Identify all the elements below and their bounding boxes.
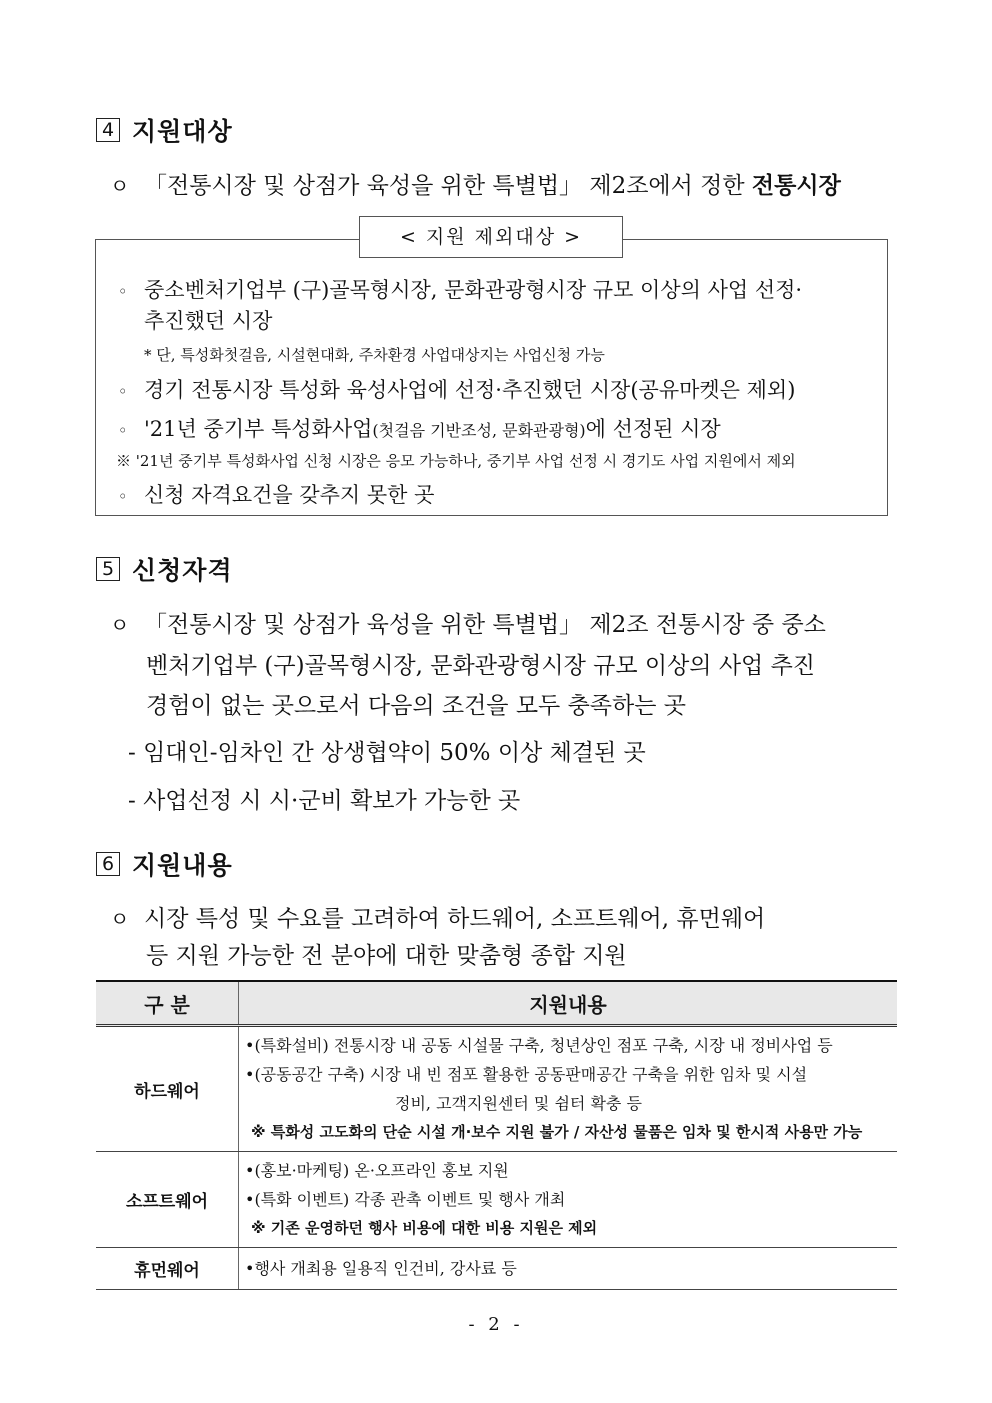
section-4-title: 지원대상: [132, 117, 233, 146]
table-row: [96, 1026, 897, 1152]
row-label-hardware: 하드웨어: [96, 1026, 239, 1152]
section-5-number: 5: [96, 557, 120, 581]
small-circle-marker: ◦: [118, 421, 128, 440]
exclusion-reference-note: ※ '21년 중기부 특성화사업 신청 시장은 응모 가능하나, 중기부 사업 선정 시 경기도 사업 지원에서 제외: [116, 452, 796, 470]
circle-bullet: ㅇ: [110, 613, 130, 637]
software-note: ※ 기존 운영하던 행사 비용에 대한 비용 지원은 제외: [251, 1219, 598, 1237]
eligibility-line-3: 경험이 없는 곳으로서 다음의 조건을 모두 충족하는 곳: [146, 693, 686, 719]
hardware-item-2-cont: 정비, 고객지원센터 및 쉼터 확충 등: [395, 1094, 642, 1113]
humanware-item-1: •행사 개최용 일용직 인건비, 강사료 등: [245, 1259, 517, 1278]
eligibility-text-1: 「전통시장 및 상점가 육성을 위한 특별법」 제2조 전통시장 중 중소: [144, 612, 826, 638]
section-4-number: 4: [96, 118, 120, 142]
target-emphasis: 전통시장: [751, 172, 841, 199]
table-row: [96, 1152, 897, 1248]
circle-bullet: ㅇ: [110, 907, 130, 931]
header-category: 구 분: [96, 981, 239, 1026]
exclusion-item-4: [118, 479, 434, 509]
exclusion-item-1-text: 중소벤처기업부 (구)골목형시장, 문화관광형시장 규모 이상의 사업 선정·: [144, 278, 803, 302]
exclusion-item-3-paren: (첫걸음 기반조성, 문화관광형): [372, 421, 586, 440]
hardware-item-2: •(공동공간 구축) 시장 내 빈 점포 활용한 공동판매공간 구축을 위한 임차 및 시설: [245, 1065, 808, 1084]
support-line-2: 등 지원 가능한 전 분야에 대한 맞춤형 종합 지원: [146, 943, 627, 969]
eligibility-condition-1: - 임대인-임차인 간 상생협약이 50% 이상 체결된 곳: [128, 740, 646, 766]
row-content-hardware: [239, 1026, 898, 1152]
row-label-software: 소프트웨어: [96, 1152, 239, 1248]
section-6-number: 6: [96, 852, 120, 876]
small-circle-marker: ◦: [118, 487, 128, 506]
target-text: 「전통시장 및 상점가 육성을 위한 특별법」 제2조에서 정한: [144, 173, 752, 199]
section-6-heading: [96, 846, 233, 882]
small-circle-marker: ◦: [118, 382, 128, 401]
exclusion-item-1-note: * 단, 특성화첫걸음, 시설현대화, 주차환경 사업대상지는 사업신청 가능: [144, 346, 605, 364]
exclusion-item-3-text: '21년 중기부 특성화사업: [144, 417, 373, 441]
table-row: [96, 1248, 897, 1290]
support-line-1: [110, 900, 765, 933]
hardware-note: ※ 특화성 고도화의 단순 시설 개·보수 지원 불가 / 자산성 물품은 임차 및 한시적 사용만 가능: [251, 1123, 863, 1141]
eligibility-line-2: 벤처기업부 (구)골목형시장, 문화관광형시장 규모 이상의 사업 추진: [146, 653, 816, 679]
row-label-humanware: 휴먼웨어: [96, 1248, 239, 1290]
exclusion-item-4-text: 신청 자격요건을 갖추지 못한 곳: [144, 483, 435, 507]
exclusion-item-2-text: 경기 전통시장 특성화 육성사업에 선정·추진했던 시장(공유마켓은 제외): [144, 378, 796, 402]
header-content: 지원내용: [239, 981, 898, 1026]
small-circle-marker: ◦: [118, 282, 128, 301]
software-item-1: •(홍보·마케팅) 온·오프라인 홍보 지원: [245, 1161, 509, 1180]
table-header-row: [96, 981, 897, 1026]
section-4-heading: [96, 112, 233, 148]
row-content-humanware: [239, 1248, 898, 1290]
exclusion-item-3-tail: 에 선정된 시장: [585, 417, 721, 441]
exclusion-item-1: [118, 274, 802, 304]
circle-bullet: ㅇ: [110, 174, 130, 198]
software-item-2: •(특화 이벤트) 각종 관촉 이벤트 및 행사 개최: [245, 1190, 566, 1209]
eligibility-condition-2: - 사업선정 시 시·군비 확보가 가능한 곳: [128, 788, 521, 814]
section-5-title: 신청자격: [132, 556, 233, 585]
exclusion-item-1-cont: 추진했던 시장: [144, 309, 273, 333]
support-text-1: 시장 특성 및 수요를 고려하여 하드웨어, 소프트웨어, 휴먼웨어: [144, 906, 766, 932]
section-4-target-line: [110, 167, 841, 200]
section-6-title: 지원내용: [132, 851, 233, 880]
exclusion-item-2: [118, 374, 795, 404]
exclusion-box-title: < 지원 제외대상 >: [359, 216, 623, 258]
page-number: - 2 -: [468, 1314, 524, 1335]
hardware-item-1: •(특화설비) 전통시장 내 공동 시설물 구축, 청년상인 점포 구축, 시장 내 정비사업 등: [245, 1036, 833, 1055]
eligibility-line-1: [110, 606, 826, 639]
support-content-table: [96, 980, 897, 1290]
section-5-heading: [96, 551, 233, 587]
exclusion-item-3: [118, 413, 721, 443]
row-content-software: [239, 1152, 898, 1248]
